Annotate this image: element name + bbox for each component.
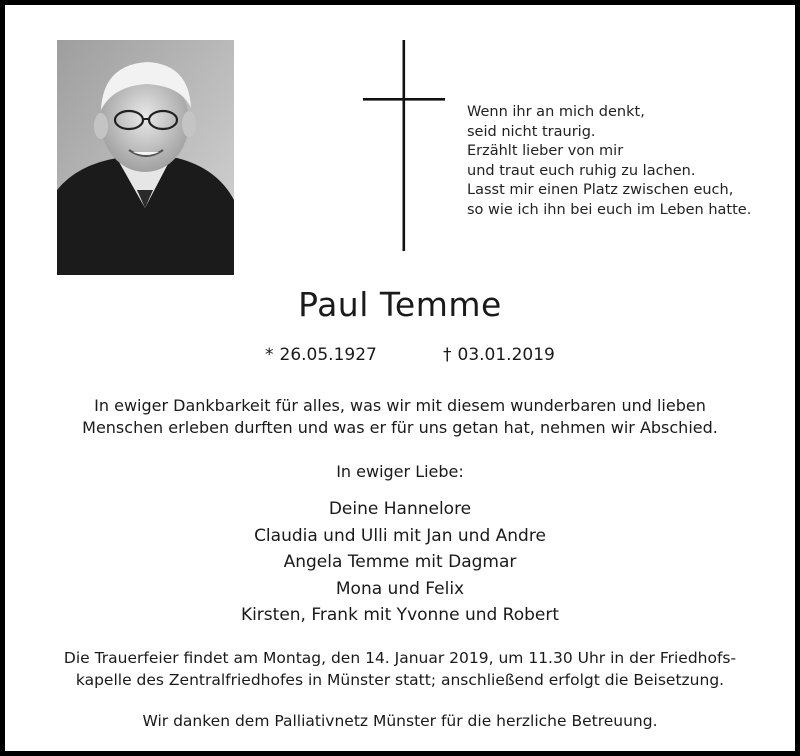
poem-line: Lasst mir einen Platz zwischen euch, xyxy=(467,182,734,199)
poem-line: Wenn ihr an mich denkt, xyxy=(467,104,645,120)
love-line: In ewiger Liebe: xyxy=(336,462,464,481)
mourner-entry: Angela Temme mit Dagmar xyxy=(283,552,517,572)
mourner-entry: Claudia und Ulli mit Jan und Andre xyxy=(254,525,546,546)
birth-date: 26.05.1927 xyxy=(279,345,377,365)
life-dates xyxy=(5,345,795,369)
portrait-photo xyxy=(57,40,234,275)
poem xyxy=(467,103,787,221)
birth-star-icon: * xyxy=(265,345,274,365)
mourner-entry: Mona und Felix xyxy=(335,578,465,599)
poem-line: seid nicht traurig. xyxy=(467,123,596,140)
funeral-line: Die Trauerfeier findet am Montag, den 14. Januar 2019, um 11.30 Uhr in der Friedhofs- xyxy=(63,649,737,667)
death-date: 03.01.2019 xyxy=(457,345,555,365)
gratitude-line: Menschen erleben durften und was er für uns getan hat, nehmen wir Abschied. xyxy=(82,418,718,437)
death-dagger-icon: † xyxy=(443,345,452,365)
death-date-line xyxy=(443,345,555,365)
poem-line: und traut euch ruhig zu lachen. xyxy=(467,162,696,179)
poem-line: so wie ich ihn bei euch im Leben hatte. xyxy=(467,201,752,218)
funeral-details xyxy=(5,647,795,691)
poem-line: Erzählt lieber von mir xyxy=(467,143,624,160)
gratitude-text xyxy=(5,395,795,439)
thanks-line: Wir danken dem Palliativnetz Münster für die herzliche Betreuung. xyxy=(142,712,658,730)
deceased-name: Paul Temme xyxy=(298,285,502,324)
funeral-line: kapelle des Zentralfriedhofes in Münster statt; anschließend erfolgt die Beisetzung. xyxy=(75,671,725,689)
mourner-entry: Deine Hannelore xyxy=(328,499,472,519)
birth-date-line xyxy=(265,345,377,365)
mourners-list xyxy=(5,496,795,629)
mourner-entry: Kirsten, Frank mit Yvonne und Robert xyxy=(240,605,560,625)
latin-cross-icon xyxy=(363,40,445,251)
gratitude-line: In ewiger Dankbarkeit für alles, was wir mit diesem wunderbaren und lieben xyxy=(94,396,706,415)
